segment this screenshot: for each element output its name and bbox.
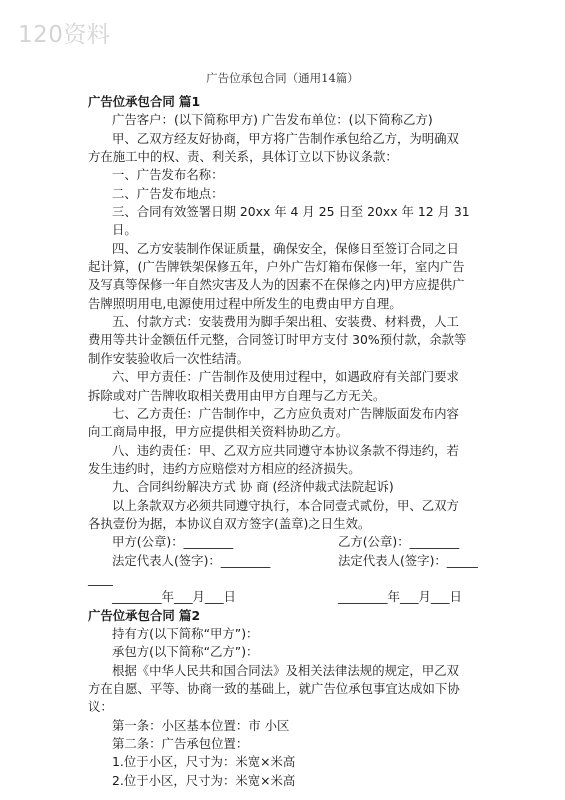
date-row xyxy=(88,588,480,606)
paragraph-line: 五、付款方式：安装费用为脚手架出租、安装费、材料费，人工 xyxy=(112,314,459,330)
paragraph-line: 甲、乙双方经友好协商，甲方将广告制作承包给乙方，为明确双 xyxy=(112,130,459,146)
paragraph-line: 制作安装验收后一次性结清。 xyxy=(88,350,250,366)
paragraph-line: 发生违约时，违约方应赔偿对方相应的经济损失。 xyxy=(88,460,361,476)
paragraph-line: 第二条：广告承包位置： xyxy=(112,736,249,752)
paragraph-line: 议： xyxy=(88,699,113,715)
signature-row-seal xyxy=(88,533,480,551)
party-b-date-field: ________年___月___日 xyxy=(338,589,462,605)
paragraph-line: 广告客户：(以下简称甲方) 广告发布单位：(以下简称乙方) xyxy=(112,112,433,128)
paragraph-line: 三、合同有效签署日期 20xx 年 4 月 25 日至 20xx 年 12 月 31 日。 xyxy=(112,204,470,238)
paragraph-line: 及写真等保修一年自然灾害及人为的因素不在保修之内)甲方应提供广 xyxy=(88,277,465,293)
document-body xyxy=(88,93,480,790)
paragraph-line: 四、乙方安装制作保证质量，确保安全，保修日至签订合同之日 xyxy=(112,240,459,256)
paragraph-line: 以上条款双方必须共同遵守执行，本合同壹式贰份，甲、乙双方 xyxy=(112,497,459,513)
paragraph-line: 持有方(以下简称“甲方”)： xyxy=(112,625,259,641)
paragraph-line: 起计算，(广告牌铁架保修五年，户外广告灯箱布保修一年，室内广告 xyxy=(88,259,465,275)
paragraph-line: 方在自愿、平等、协商一致的基础上，就广告位承包事宜达成如下协 xyxy=(88,681,460,696)
party-b-representative-field: 法定代表人(签字)：_____ xyxy=(338,552,478,568)
party-a-representative-field: 法定代表人(签字)：________ xyxy=(112,552,271,568)
section-heading: 广告位承包合同 篇2 xyxy=(88,607,201,623)
paragraph-line: 根据《中华人民共和国合同法》及相关法律法规的规定，甲乙双 xyxy=(112,662,459,678)
paragraph-line: 七、乙方责任：广告制作中，乙方应负责对广告牌版面发布内容 xyxy=(112,405,459,421)
paragraph-line: 各执壹份为据，本协议自双方签字(盖章)之日生效。 xyxy=(88,515,371,531)
section-heading: 广告位承包合同 篇1 xyxy=(88,94,201,109)
document-title: 广告位承包合同（通用14篇） xyxy=(206,71,359,85)
paragraph-line: 八、违约责任：甲、乙双方应共同遵守本协议条款不得违约，若 xyxy=(112,442,459,458)
paragraph-line: 第一条：小区基本位置：市 小区 xyxy=(112,717,290,733)
party-a-date-field: ________年___月___日 xyxy=(112,589,236,605)
party-b-seal-field: 乙方(公章)：________ xyxy=(338,534,460,550)
watermark: 120资料 xyxy=(18,22,111,48)
paragraph-line: 一、广告发布名称： xyxy=(112,167,224,183)
paragraph-line: 六、甲方责任：广告制作及使用过程中，如遇政府有关部门要求 xyxy=(112,369,459,385)
party-a-seal-field: 甲方(公章)：________ xyxy=(112,534,234,550)
paragraph-line: 1.位于小区，尺寸为：米宽×米高 xyxy=(112,754,296,770)
signature-underline-wrap: ____ xyxy=(88,570,113,586)
paragraph-line: 方在施工中的权、责、利关系，具体订立以下协议条款： xyxy=(88,149,398,165)
paragraph-line: 2.位于小区，尺寸为：米宽×米高 xyxy=(112,772,296,788)
signature-row-representative xyxy=(88,552,480,570)
paragraph-line: 九、合同纠纷解决方式 协 商 (经济仲裁式法院起诉) xyxy=(112,479,394,495)
paragraph-line: 费用等共计金额伍仟元整，合同签订时甲方支付 30%预付款，余款等 xyxy=(88,332,467,348)
paragraph-line: 告牌照明用电,电源使用过程中所发生的电费由甲方自理。 xyxy=(88,295,402,311)
paragraph-line: 向工商局申报，甲方应提供相关资料协助乙方。 xyxy=(88,424,349,440)
paragraph-line: 拆除或对广告牌收取相关费用由甲方自理与乙方无关。 xyxy=(88,387,386,403)
paragraph-line: 二、广告发布地点： xyxy=(112,185,224,201)
paragraph-line: 承包方(以下简称“乙方”)： xyxy=(112,644,259,660)
